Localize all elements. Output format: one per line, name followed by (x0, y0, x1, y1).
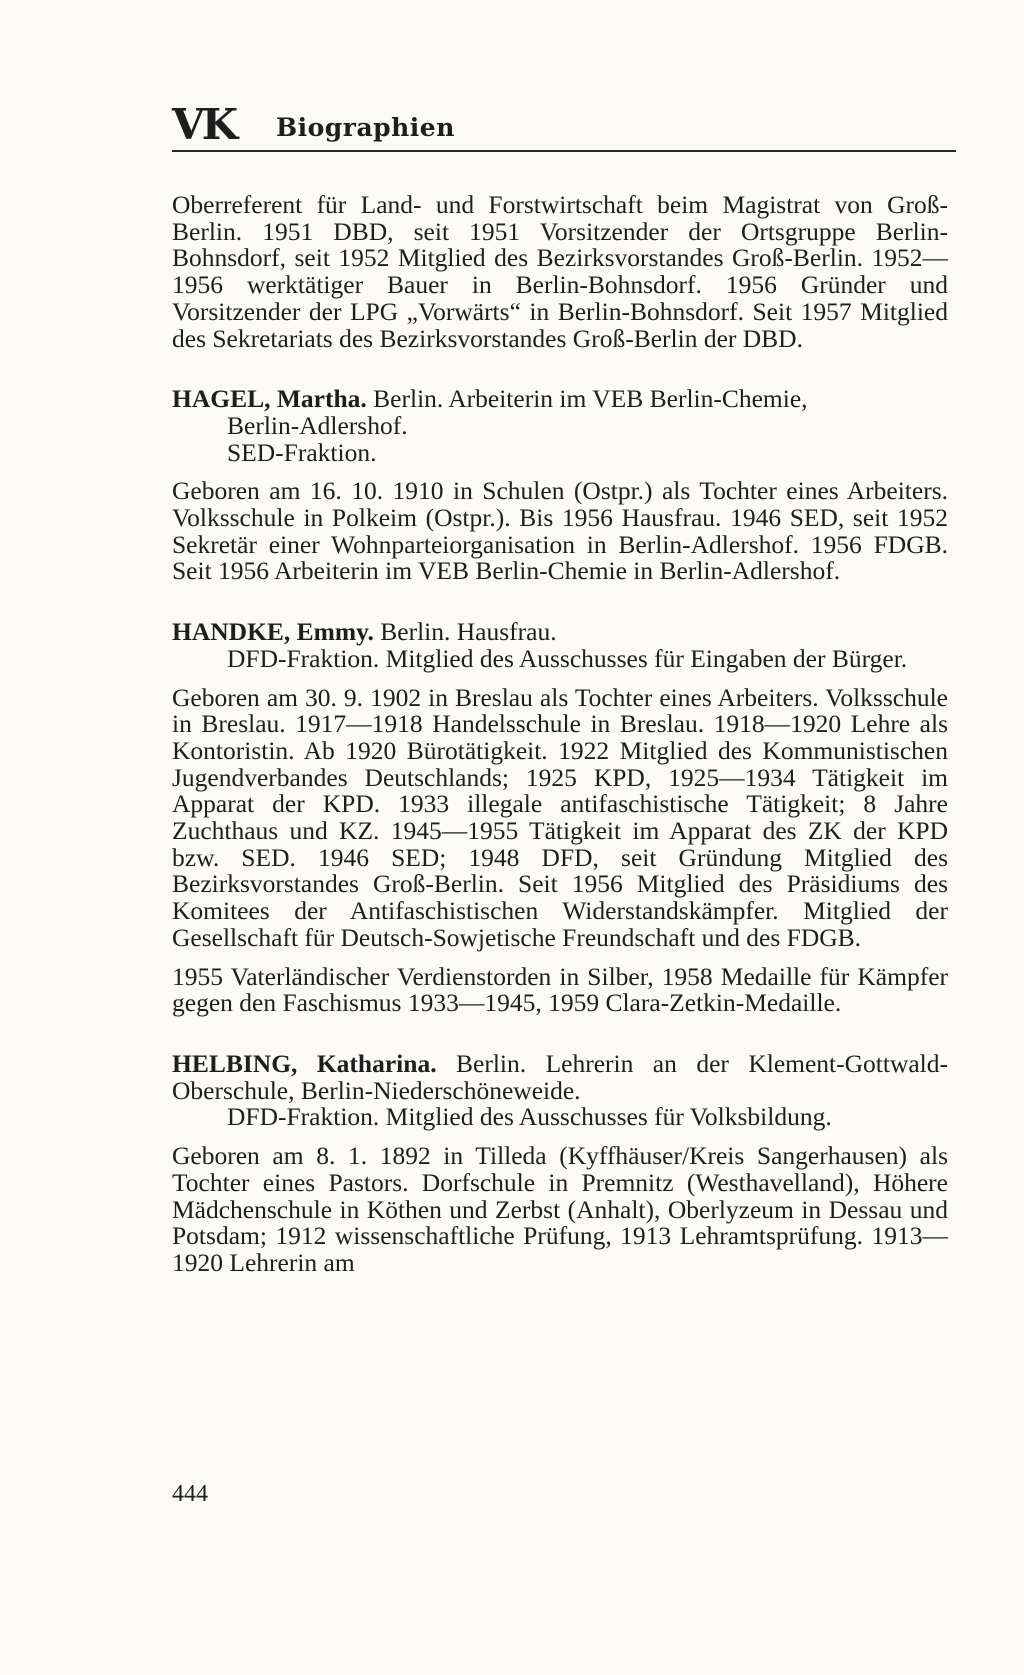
book-page (172, 88, 956, 1277)
entry-heading (172, 386, 948, 413)
biography-entry-hagel (172, 386, 948, 585)
entry-details-continued: Berlin-Adlershof. (227, 410, 408, 440)
entry-name: HELBING, Katharina. (172, 1048, 437, 1078)
entry-fraktion: SED-Fraktion. (227, 437, 377, 467)
entry-details: Berlin. Lehrerin an der Klement-Gottwald-Oberschule, Berlin-Niederschöneweide. (172, 1048, 949, 1105)
page-body (172, 192, 948, 1289)
entry-heading (172, 619, 948, 646)
entry-bio: Geboren am 16. 10. 1910 in Schulen (Ostpr.) als Tochter eines Arbeiters. Volksschule in Polkeim (Ostpr.). Bis 1956 Hausfrau. 1946 SED, seit 1952 Sekretär einer Wohnparteiorganisation in Berlin-Adlershof. 1956 FDGB. Seit 1956 Arbeiterin im VEB Berlin-Chemie in Berlin-Adlershof. (172, 476, 948, 586)
page-number: 444 (172, 1481, 208, 1507)
entry-details: Berlin. Hausfrau. (380, 617, 557, 647)
entry-bio: Geboren am 8. 1. 1892 in Tilleda (Kyffhäuser/Kreis Sangerhausen) als Tochter eines Pastors. Dorfschule in Premnitz (Westhavelland), Höhere Mädchenschule in Köthen und Zerbst (Anhalt), Oberlyzeum in Dessau und Potsdam; 1912 wissenschaftliche Prüfung, 1913 Lehramtsprüfung. 1913—1920 Lehrerin am (172, 1141, 948, 1277)
entry-honors: 1955 Vaterländischer Verdienstorden in Silber, 1958 Medaille für Kämpfer gegen den Faschismus 1933—1945, 1959 Clara-Zetkin-Medaille. (172, 961, 948, 1018)
entry-name: HAGEL, Martha. (172, 384, 367, 414)
continuation-paragraph: Oberreferent für Land- und Forstwirtschaft beim Magistrat von Groß-Berlin. 1951 DBD, seit 1951 Vorsitzender der Ortsgruppe Berlin-Bohnsdorf, seit 1952 Mitglied des Bezirksvorstandes Groß-Berlin. 1952—1956 werktätiger Bauer in Berlin-Bohnsdorf. 1956 Gründer und Vorsitzender der LPG „Vorwärts“ in Berlin-Bohnsdorf. Seit 1957 Mitglied des Sekretariats des Bezirksvorstandes Groß-Berlin der DBD. (172, 190, 948, 353)
entry-heading (172, 1048, 949, 1105)
publisher-logo: VK (172, 100, 236, 149)
entry-bio: Geboren am 30. 9. 1902 in Breslau als Tochter eines Arbeiters. Volksschule in Breslau. 1917—1918 Handelsschule in Breslau. 1918—1920 Lehre als Kontoristin. Ab 1920 Bürotätigkeit. 1922 Mitglied des Kommunistischen Jugendverbandes Deutschlands; 1925 KPD, 1925—1934 Tätigkeit im Apparat der KPD. 1933 illegale antifaschistische Tätigkeit; 8 Jahre Zuchthaus und KZ. 1945—1955 Tätigkeit im Apparat des ZK der KPD bzw. SED. 1946 SED; 1948 DFD, seit Gründung Mitglied des Bezirksvorstandes Groß-Berlin. Seit 1956 Mitglied des Präsidiums des Komitees der Antifaschistischen Widerstandskämpfer. Mitglied der Gesellschaft für Deutsch-Sowjetische Freundschaft und des FDGB. (172, 682, 948, 952)
running-header (172, 88, 956, 148)
entry-details: Berlin. Arbeiterin im VEB Berlin-Chemie, (373, 384, 808, 414)
entry-name: HANDKE, Emmy. (172, 617, 374, 647)
section-title: Biographien (276, 113, 455, 142)
header-rule (172, 150, 956, 152)
entry-fraktion: DFD-Fraktion. Mitglied des Ausschusses für Volksbildung. (227, 1102, 832, 1132)
entry-fraktion: DFD-Fraktion. Mitglied des Ausschusses für Eingaben der Bürger. (227, 643, 908, 673)
biography-entry-handke (172, 619, 948, 1017)
biography-entry-helbing (172, 1048, 949, 1277)
